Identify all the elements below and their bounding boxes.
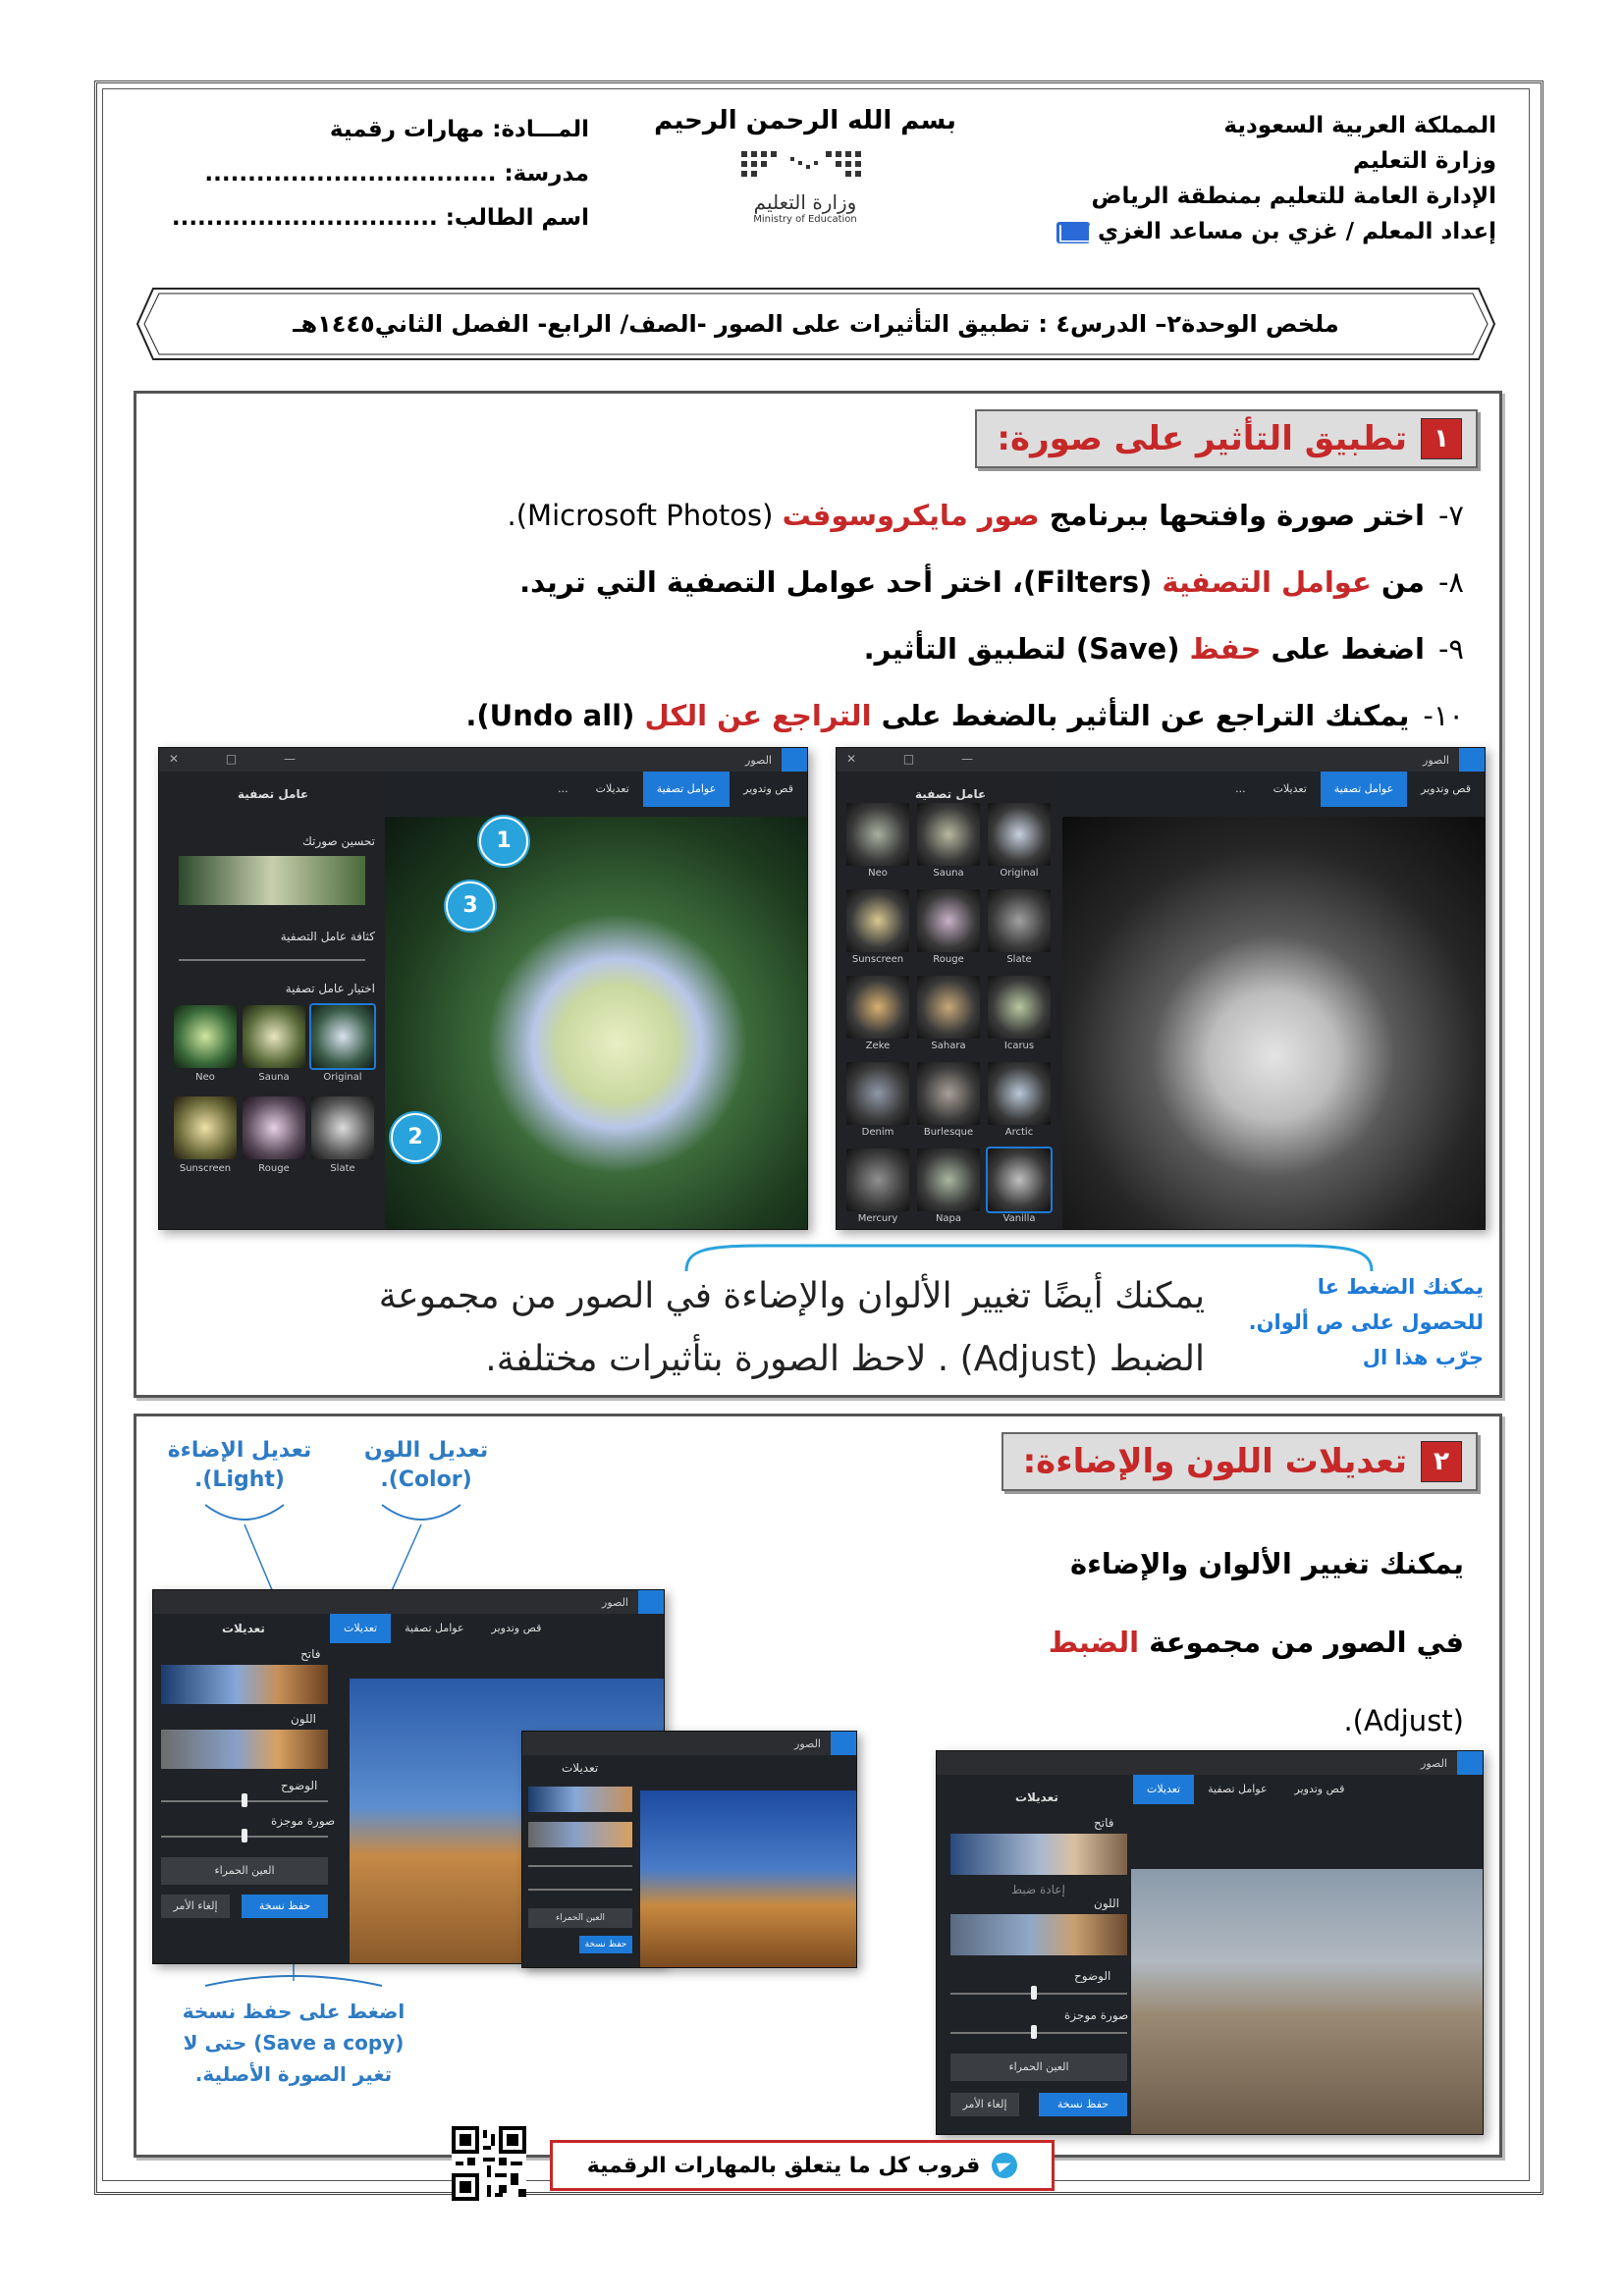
section2-line1: يمكنك تغيير الألوان والإضاءة bbox=[1069, 1547, 1464, 1580]
footer-text: قروب كل ما يتعلق بالمهارات الرقمية bbox=[586, 2153, 981, 2178]
section1-title: تطبيق التأثير على صورة: bbox=[997, 419, 1407, 458]
adjust-description bbox=[136, 1240, 1499, 1387]
enhance-label: تحسين صورتك bbox=[302, 834, 375, 848]
right-vignette-knob[interactable] bbox=[1031, 2025, 1037, 2039]
prepared-by-text: إعداد المعلم / غزي بن مساعد الغزي bbox=[1098, 219, 1496, 244]
ministry-logo-ar: وزارة التعليم bbox=[753, 190, 857, 214]
tab-crop[interactable]: قص وتدوير bbox=[743, 782, 793, 795]
callout-1: 1 bbox=[479, 817, 528, 866]
filter-thumb-neo[interactable] bbox=[174, 1005, 237, 1068]
window-controls[interactable]: ✕ □ — bbox=[169, 752, 318, 766]
cancel-button[interactable]: إلغاء الأمر bbox=[161, 1895, 230, 1918]
filter-label-sahara: Sahara bbox=[931, 1041, 966, 1051]
subject-line: المـــادة: مهارات رقمية bbox=[329, 117, 589, 142]
screenshot-adjust-small bbox=[521, 1731, 857, 1968]
filter-thumb-original[interactable] bbox=[988, 803, 1051, 866]
adjust-back-icon[interactable] bbox=[638, 1590, 664, 1614]
right-titlebar: الصور bbox=[937, 1751, 1483, 1775]
ministry-line: وزارة التعليم bbox=[1353, 148, 1496, 174]
right-vignette-slider[interactable] bbox=[950, 2032, 1127, 2034]
desc-side-text: يمكنك الضغط عا للحصول على ص ألوان. جرّب هذا ال bbox=[1248, 1275, 1484, 1369]
filter-label-zeke: Zeke bbox=[865, 1041, 891, 1051]
right-light-label: فاتح bbox=[1094, 1816, 1114, 1830]
section1-heading bbox=[975, 409, 1478, 468]
filter-thumb-slate[interactable] bbox=[988, 889, 1051, 952]
filter-label-arctic: Arctic bbox=[1004, 1127, 1034, 1138]
filter-label-original: Original bbox=[1000, 868, 1039, 879]
anno-color: تعديل اللون (Color). bbox=[363, 1438, 489, 1492]
screenshot-adjust-right bbox=[936, 1750, 1484, 2135]
step-10: ١٠-يمكنك التراجع عن التأثير بالضغط على التراجع عن الكل (Undo all). bbox=[465, 699, 1464, 732]
filter-label-rouge: Rouge bbox=[258, 1163, 290, 1174]
panel-title-2: عامل تصفية bbox=[915, 787, 987, 801]
section-apply-filter bbox=[134, 391, 1502, 1398]
color-label: اللون bbox=[291, 1712, 316, 1726]
photo-desert-small bbox=[640, 1790, 856, 1967]
adjust-tab-row bbox=[330, 1614, 555, 1643]
ministry-logo bbox=[717, 147, 893, 225]
vignette-knob[interactable] bbox=[242, 1829, 247, 1842]
section2-title: تعديلات اللون والإضاءة: bbox=[1022, 1442, 1407, 1481]
header-right bbox=[986, 108, 1496, 249]
small-panel-title: تعديلات bbox=[562, 1761, 599, 1775]
adjust-tab-filters[interactable]: عوامل تصفية bbox=[405, 1622, 464, 1634]
photo-rock-faded bbox=[1131, 1869, 1483, 2134]
section1-number: ١ bbox=[1421, 418, 1462, 459]
filter-label-icarus: Icarus bbox=[1003, 1041, 1035, 1051]
right-clarity-slider[interactable] bbox=[950, 1993, 1127, 1995]
filter-label-mercury: Mercury bbox=[857, 1213, 898, 1224]
enhance-preview[interactable] bbox=[179, 856, 365, 905]
vignette-label: صورة موجزة bbox=[271, 1814, 336, 1828]
tab-adjust[interactable]: تعديلات bbox=[595, 782, 629, 795]
photo-hydrangea-color bbox=[385, 817, 807, 1229]
filter-label-burlesque: Burlesque bbox=[923, 1127, 974, 1138]
filter-thumb-sunscreen[interactable] bbox=[846, 889, 909, 952]
filter-thumb-rouge[interactable] bbox=[917, 889, 980, 952]
light-label: فاتح bbox=[300, 1647, 321, 1661]
filter-label-napa: Napa bbox=[935, 1213, 962, 1224]
student-line: اسم الطالب: ............................... bbox=[171, 205, 589, 231]
window-titlebar: الصور bbox=[159, 748, 807, 772]
filter-thumb-burlesque[interactable] bbox=[917, 1062, 980, 1125]
steps-list bbox=[188, 482, 1464, 749]
right-tab-crop[interactable]: قص وتدوير bbox=[1294, 1783, 1345, 1795]
small-save-copy-button[interactable]: حفظ نسخة bbox=[579, 1936, 632, 1953]
filter-thumb-sauna[interactable] bbox=[243, 1005, 305, 1068]
admin-line: الإدارة العامة للتعليم بمنطقة الرياض bbox=[1091, 184, 1496, 209]
step-9: ٩-اضغط على حفظ (Save) لتطبيق التأثير. bbox=[863, 632, 1464, 666]
filter-thumb-denim[interactable] bbox=[846, 1062, 909, 1125]
step-7: ٧-اختر صورة وافتحها ببرنامج صور مايكروسوفت (Microsoft Photos). bbox=[507, 499, 1464, 532]
save-copy-button[interactable]: حفظ نسخة bbox=[242, 1895, 328, 1918]
section2-line2: في الصور من مجموعة الضبط (Adjust). bbox=[1048, 1626, 1464, 1737]
tab-crop-2[interactable]: قص وتدوير bbox=[1421, 782, 1471, 795]
section2-number: ٢ bbox=[1421, 1441, 1462, 1482]
small-titlebar: الصور bbox=[522, 1732, 856, 1755]
panel-title: عامل تصفية bbox=[238, 787, 309, 801]
right-tab-row bbox=[1133, 1775, 1358, 1804]
right-light-strip[interactable] bbox=[950, 1834, 1127, 1875]
right-clarity-knob[interactable] bbox=[1031, 1986, 1037, 2000]
photo-hydrangea-bw bbox=[1062, 817, 1485, 1229]
small-clarity-slider[interactable] bbox=[528, 1865, 632, 1867]
section2-heading bbox=[1001, 1432, 1478, 1491]
small-color-strip[interactable] bbox=[528, 1822, 632, 1847]
window-controls-2[interactable]: ✕ □ — bbox=[846, 752, 996, 766]
screenshot-filters-bw bbox=[836, 747, 1486, 1230]
filter-label-neo: Neo bbox=[195, 1072, 215, 1083]
anno-save-copy: اضغط على حفظ نسخة (Save a copy) حتى لا تغير الصورة الأصلية. bbox=[182, 2000, 406, 2086]
screenshot-filters-color bbox=[158, 747, 808, 1230]
filter-label-slate: Slate bbox=[1006, 954, 1032, 965]
more-button-2[interactable]: ... bbox=[1235, 782, 1246, 795]
filter-thumb-arctic[interactable] bbox=[988, 1062, 1051, 1125]
kingdom-line: المملكة العربية السعودية bbox=[1223, 113, 1496, 138]
qr-code[interactable] bbox=[452, 2126, 526, 2201]
section-color-light bbox=[134, 1414, 1502, 2158]
qr-code-icon[interactable] bbox=[452, 2126, 526, 2201]
adjust-titlebar: الصور bbox=[153, 1590, 664, 1614]
anno-light: تعديل الإضاءة (Light). bbox=[167, 1438, 312, 1492]
small-back-icon[interactable] bbox=[831, 1732, 856, 1755]
color-slider-strip[interactable] bbox=[161, 1730, 328, 1769]
ministry-logo-en: Ministry of Education bbox=[753, 214, 857, 225]
intensity-label: كثافة عامل التصفية bbox=[280, 930, 375, 943]
window-titlebar-2: الصور bbox=[837, 748, 1485, 772]
right-redeye-button[interactable]: العين الحمراء bbox=[950, 2054, 1127, 2081]
small-vignette-slider[interactable] bbox=[528, 1889, 632, 1891]
clarity-knob[interactable] bbox=[242, 1793, 247, 1807]
telegram-icon[interactable] bbox=[992, 2153, 1017, 2178]
back-icon[interactable] bbox=[782, 748, 807, 772]
more-button[interactable]: ... bbox=[558, 782, 568, 795]
tab-row-2 bbox=[1221, 772, 1485, 807]
light-slider-strip[interactable] bbox=[161, 1665, 328, 1704]
tab-filters-2[interactable]: عوامل تصفية bbox=[1321, 772, 1407, 807]
adjust-tab-crop[interactable]: قص وتدوير bbox=[491, 1622, 542, 1634]
section2-text bbox=[953, 1524, 1464, 1760]
tab-adjust-2[interactable]: تعديلات bbox=[1272, 782, 1307, 795]
title-banner bbox=[134, 285, 1498, 363]
filter-label-sauna: Sauna bbox=[258, 1072, 290, 1083]
filter-thumb-slate[interactable] bbox=[311, 1096, 374, 1159]
callout-3: 3 bbox=[446, 881, 495, 931]
choose-label: اختيار عامل تصفية bbox=[285, 982, 375, 995]
right-tab-filters[interactable]: عوامل تصفية bbox=[1208, 1783, 1268, 1795]
right-reset-label: إعادة ضبط bbox=[1011, 1883, 1065, 1896]
clarity-label: الوضوح bbox=[281, 1779, 318, 1792]
adjust-tab-adjust[interactable]: تعديلات bbox=[330, 1614, 391, 1643]
callout-2: 2 bbox=[391, 1113, 440, 1162]
right-save-copy-button[interactable]: حفظ نسخة bbox=[1039, 2093, 1127, 2116]
right-cancel-button[interactable]: إلغاء الأمر bbox=[950, 2093, 1019, 2116]
step-8: ٨-من عوامل التصفية (Filters)، اختر أحد عوامل التصفية التي تريد. bbox=[519, 565, 1464, 599]
filter-thumb-sunscreen[interactable] bbox=[174, 1096, 237, 1159]
filter-thumb-rouge[interactable] bbox=[243, 1096, 305, 1159]
desc-main-text: يمكنك أيضًا تغيير الألوان والإضاءة في الصور من مجموعة الضبط (Adjust) . لاحظ الصورة بتأثيرات مختلفة. bbox=[378, 1276, 1205, 1379]
filter-label-sunscreen: Sunscreen bbox=[179, 1163, 232, 1174]
intensity-slider[interactable] bbox=[179, 959, 365, 961]
right-color-strip[interactable] bbox=[950, 1914, 1127, 1955]
filter-label-slate: Slate bbox=[330, 1163, 355, 1174]
right-vignette-label: صورة موجزة bbox=[1064, 2008, 1129, 2022]
lesson-title: ملخص الوحدة٢– الدرس٤ : تطبيق التأثيرات على الصور -الصف/ الرابع- الفصل الثاني١٤٤٥هـ bbox=[293, 310, 1339, 338]
right-back-icon[interactable] bbox=[1457, 1751, 1483, 1775]
basmala: بسم الله الرحمن الرحيم bbox=[654, 106, 956, 135]
right-color-label: اللون bbox=[1094, 1896, 1119, 1910]
adjust-panel-title: تعديلات bbox=[222, 1622, 265, 1635]
prepared-by-line bbox=[986, 214, 1496, 249]
filter-thumb-icarus[interactable] bbox=[988, 976, 1051, 1039]
filter-label-sunscreen: Sunscreen bbox=[851, 954, 904, 965]
right-clarity-label: الوضوح bbox=[1074, 1969, 1111, 1983]
right-panel-title: تعديلات bbox=[1015, 1790, 1058, 1804]
filter-thumb-sauna[interactable] bbox=[917, 803, 980, 866]
filter-label-sauna: Sauna bbox=[933, 868, 964, 879]
tab-row bbox=[544, 772, 807, 807]
filter-thumb-neo[interactable] bbox=[846, 803, 909, 866]
mail-icon bbox=[1056, 222, 1090, 243]
small-light-strip[interactable] bbox=[528, 1787, 632, 1812]
small-redeye-button[interactable]: العين الحمراء bbox=[528, 1908, 632, 1928]
footer-group-banner[interactable] bbox=[550, 2140, 1055, 2191]
filter-thumb-original[interactable] bbox=[311, 1005, 374, 1068]
header-left bbox=[137, 108, 589, 240]
filter-label-neo: Neo bbox=[868, 868, 888, 879]
school-line: مدرسة: .................................. bbox=[204, 161, 589, 187]
filter-thumb-zeke[interactable] bbox=[846, 976, 909, 1039]
filter-label-original: Original bbox=[323, 1072, 362, 1083]
filter-thumb-napa[interactable] bbox=[917, 1148, 980, 1211]
redeye-button[interactable]: العين الحمراء bbox=[161, 1857, 328, 1885]
ministry-logo-dots-icon bbox=[731, 147, 879, 181]
filter-thumb-sahara[interactable] bbox=[917, 976, 980, 1039]
back-icon-2[interactable] bbox=[1459, 748, 1485, 772]
filter-thumb-mercury[interactable] bbox=[846, 1148, 909, 1211]
filter-label-denim: Denim bbox=[861, 1127, 894, 1138]
filter-label-rouge: Rouge bbox=[933, 954, 964, 965]
right-tab-adjust[interactable]: تعديلات bbox=[1133, 1775, 1194, 1804]
header-center bbox=[638, 106, 972, 225]
filter-label-vanilla: Vanilla bbox=[1002, 1213, 1036, 1224]
tab-filters[interactable]: عوامل تصفية bbox=[643, 772, 730, 807]
filter-thumb-vanilla[interactable] bbox=[988, 1148, 1051, 1211]
